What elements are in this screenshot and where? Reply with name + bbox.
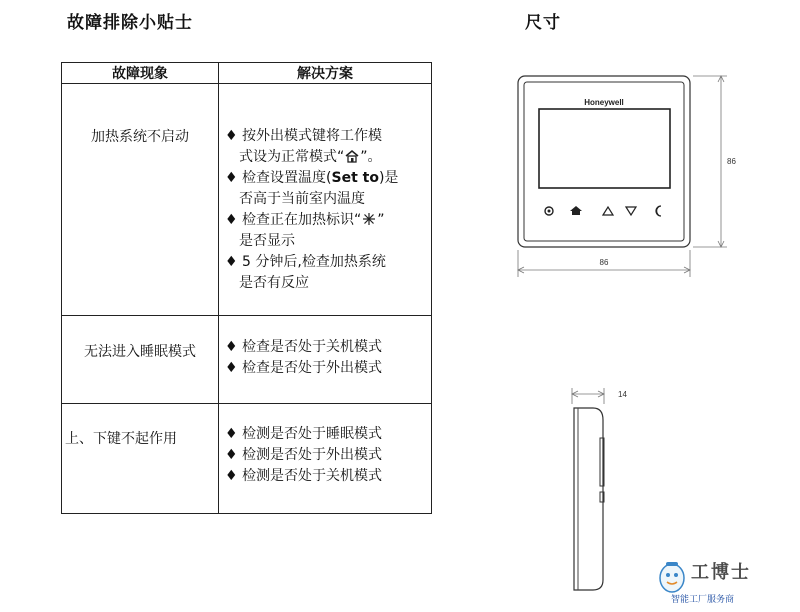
dimension-height-label: 86 <box>727 157 736 166</box>
solution-text: 检测是否处于关机模式 <box>242 468 383 484</box>
solution-text: ” <box>377 212 385 228</box>
size-heading: 尺寸 <box>525 13 561 33</box>
symptom-cell <box>62 84 219 316</box>
home-icon <box>570 206 582 215</box>
solution-text: )是 <box>378 170 399 186</box>
solution-item <box>225 445 431 466</box>
symptom-cell <box>62 316 219 404</box>
solution-item <box>225 337 431 358</box>
bullet-glyph: ♦ <box>225 468 238 484</box>
bullet-glyph: ♦ <box>225 170 238 186</box>
dimension-width-label: 86 <box>599 258 609 267</box>
bullet-glyph: ♦ <box>225 339 238 355</box>
height-dimension-line <box>693 76 727 247</box>
solution-text: 否高于当前室内温度 <box>239 191 365 207</box>
heating-icon <box>361 212 377 226</box>
solution-text: 是否有反应 <box>239 275 309 291</box>
up-arrow-icon <box>603 207 613 215</box>
home-icon <box>344 149 360 163</box>
bullet-glyph: ♦ <box>225 360 238 376</box>
table-row <box>62 404 432 514</box>
depth-dimension-line <box>572 388 604 404</box>
watermark <box>655 556 795 606</box>
solution-item <box>225 466 431 487</box>
solution-cell <box>219 316 432 404</box>
bullet-glyph: ♦ <box>225 447 238 463</box>
solution-text: 按外出模式键将工作模 <box>242 128 383 144</box>
troubleshooting-table <box>61 62 432 514</box>
solution-item <box>225 358 431 379</box>
table-row <box>62 84 432 316</box>
solution-text: 检查设置温度( <box>242 170 332 186</box>
header-solution: 解决方案 <box>219 63 432 84</box>
header-symptom: 故障现象 <box>62 63 219 84</box>
bullet-glyph: ♦ <box>225 128 238 144</box>
solution-cell <box>219 404 432 514</box>
solution-item <box>225 168 431 189</box>
solution-text: 检测是否处于外出模式 <box>242 447 383 463</box>
symptom-text: 上、下键不起作用 <box>65 431 177 447</box>
symptom-text: 加热系统不启动 <box>91 129 189 145</box>
solution-text: 检测是否处于睡眠模式 <box>242 426 383 442</box>
front-view-drawing <box>505 65 745 285</box>
down-arrow-icon <box>626 207 636 215</box>
tips-heading: 故障排除小贴士 <box>67 13 193 33</box>
solution-item-cont <box>225 147 431 168</box>
bullet-glyph: ♦ <box>225 212 238 228</box>
solution-item <box>225 126 431 147</box>
watermark-name: 工博士 <box>691 562 751 583</box>
solution-text-bold: Set to <box>331 170 379 186</box>
solution-text: 5 分钟后,检查加热系统 <box>242 254 386 270</box>
symptom-text: 无法进入睡眠模式 <box>84 344 196 360</box>
solution-item-cont <box>225 273 431 294</box>
solution-text: 检查正在加热标识“ <box>242 212 362 228</box>
side-view-drawing <box>560 380 650 595</box>
solution-item-cont <box>225 231 431 252</box>
table-header-row <box>62 63 432 84</box>
solution-text: 检查是否处于外出模式 <box>242 360 383 376</box>
solution-text: 式设为正常模式“ <box>239 149 345 165</box>
solution-item-cont <box>225 189 431 210</box>
bullet-glyph: ♦ <box>225 426 238 442</box>
solution-item <box>225 210 431 231</box>
power-icon <box>545 207 553 215</box>
table-row <box>62 316 432 404</box>
lcd-screen <box>539 109 670 188</box>
brand-logo: Honeywell <box>584 98 624 107</box>
solution-item <box>225 424 431 445</box>
solution-cell <box>219 84 432 316</box>
dimension-depth-label: 14 <box>618 390 627 399</box>
solution-text: 是否显示 <box>239 233 295 249</box>
solution-text: 检查是否处于关机模式 <box>242 339 383 355</box>
bullet-glyph: ♦ <box>225 254 238 270</box>
symptom-cell <box>62 404 219 514</box>
sleep-moon-icon <box>656 206 661 216</box>
solution-item <box>225 252 431 273</box>
watermark-slogan: 智能工厂服务商 <box>671 595 735 605</box>
solution-text: ”。 <box>360 149 382 165</box>
